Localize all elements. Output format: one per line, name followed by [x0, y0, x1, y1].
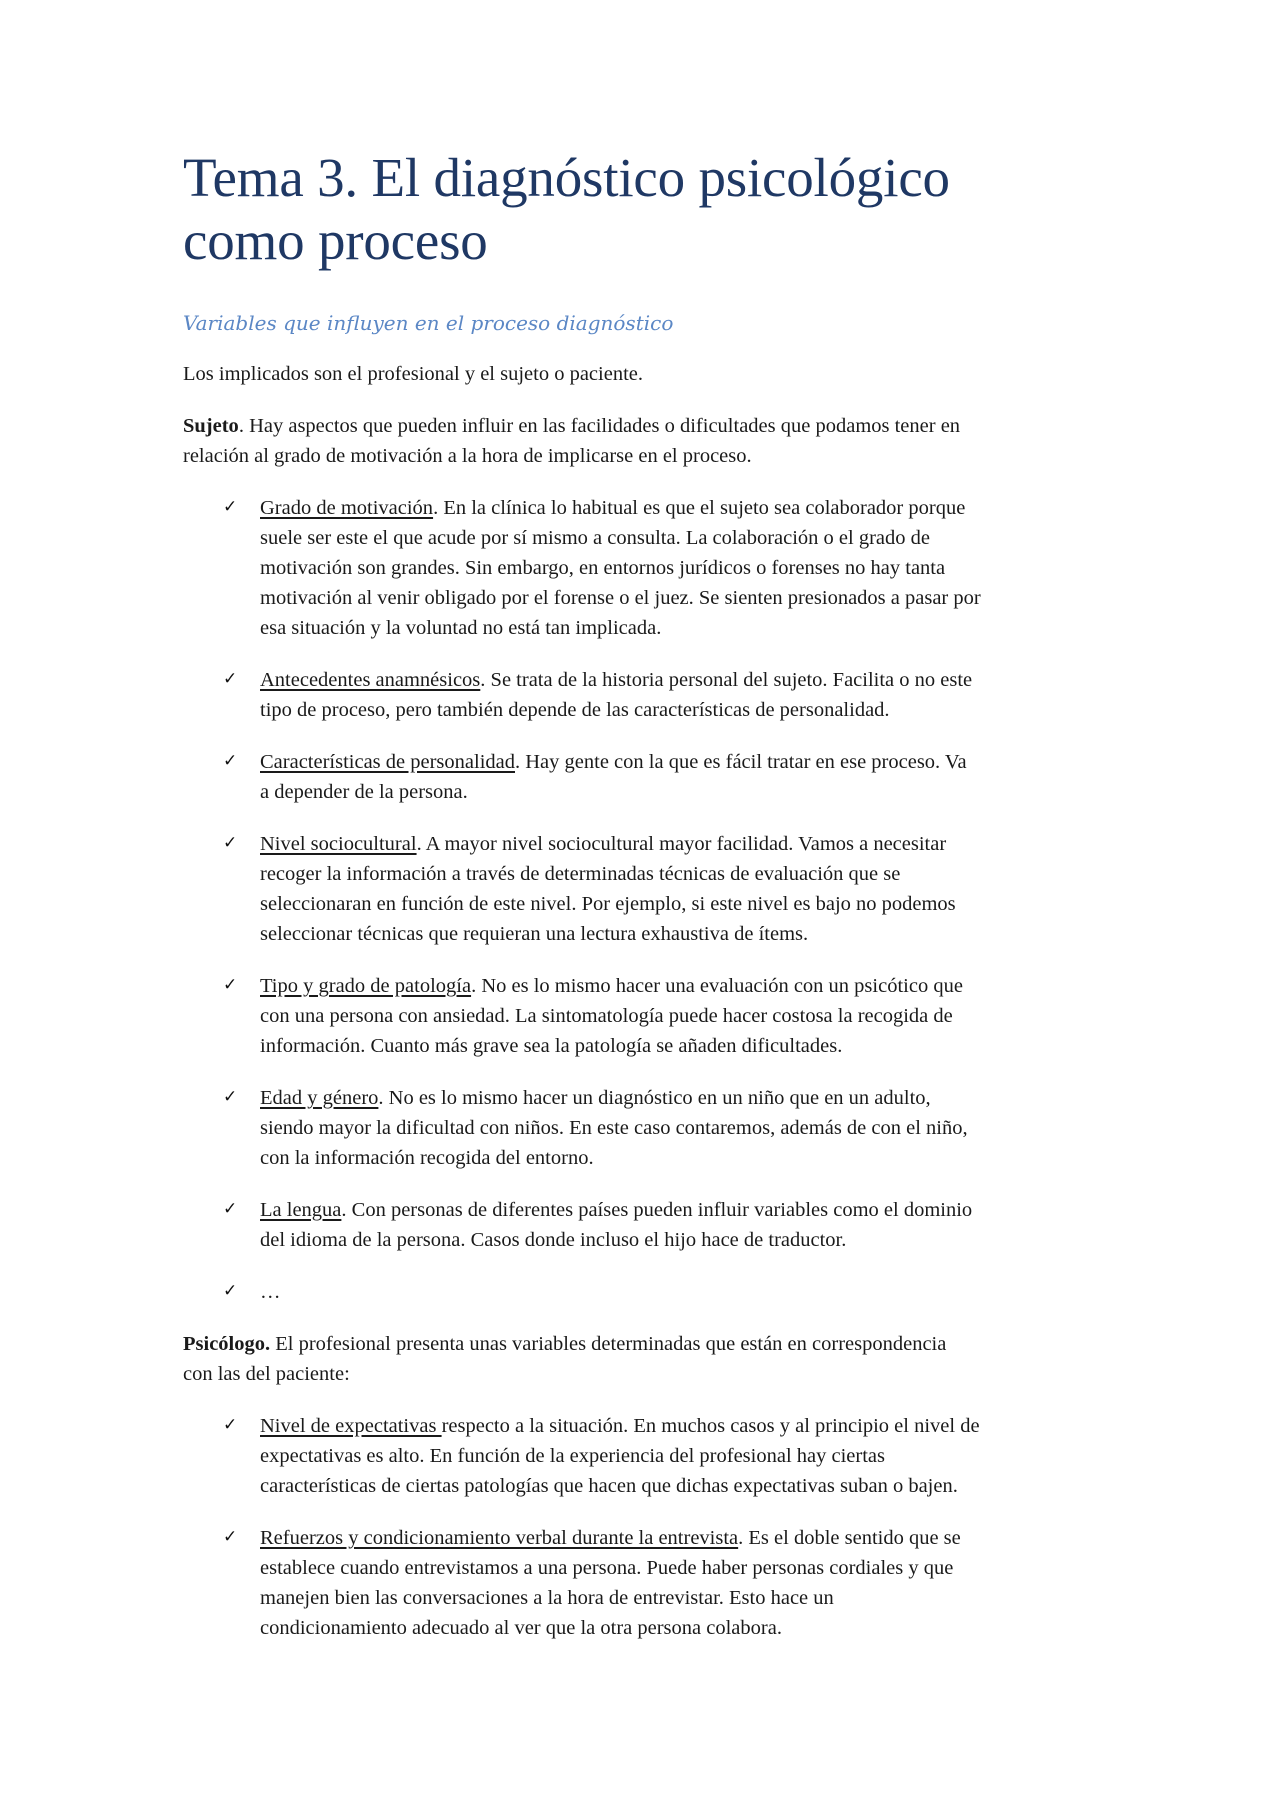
list-item: ✓ Nivel sociocultural. A mayor nivel sociocultural mayor facilidad. Vamos a necesitar recoger la información a través de determinadas técnicas de evaluación que se seleccionaran en función de este nivel. Por ejemplo, si este nivel es bajo no podemos seleccionar técnicas que requieran una lectura exhaustiva de ítems. [183, 829, 1113, 949]
psicologo-variables-list [183, 1411, 1113, 1643]
checkmark-icon: ✓ [223, 669, 238, 689]
list-item-ellipsis: ✓ … [183, 1277, 1113, 1307]
title-line: como proceso [183, 210, 488, 271]
variable-term: Refuerzos y condicionamiento verbal durante la entrevista [260, 1527, 739, 1549]
document-body [183, 359, 1113, 1665]
list-item: ✓ Grado de motivación. En la clínica lo habitual es que el sujeto sea colaborador porque suele ser este el que acude por sí mismo a consulta. La colaboración o el grado de motivación son grandes. Sin embargo, en entornos jurídicos o forenses no hay tanta motivación al venir obligado por el forense o el juez. Se sienten presionados a pasar por esa situación y la voluntad no está tan implicada. [183, 493, 1113, 643]
variable-term: Antecedentes anamnésicos [260, 669, 481, 691]
page-title [183, 146, 950, 272]
list-item: ✓ Nivel de expectativas respecto a la situación. En muchos casos y al principio el nivel de expectativas es alto. En función de la experiencia del profesional hay ciertas características de ciertas patologías que hacen que dichas expectativas suban o bajen. [183, 1411, 1113, 1501]
list-item: ✓ Tipo y grado de patología. No es lo mismo hacer una evaluación con un psicótico que con una persona con ansiedad. La sintomatología puede hacer costosa la recogida de información. Cuanto más grave sea la patología se añaden dificultades. [183, 971, 1113, 1061]
variable-term: Nivel sociocultural [260, 833, 417, 855]
variable-term: Nivel de expectativas [260, 1415, 442, 1437]
list-item: ✓ Antecedentes anamnésicos. Se trata de la historia personal del sujeto. Facilita o no este tipo de proceso, pero también depende de las características de personalidad. [183, 665, 1113, 725]
variable-term: Grado de motivación [260, 497, 434, 519]
checkmark-icon: ✓ [223, 1415, 238, 1435]
list-item: ✓ Refuerzos y condicionamiento verbal durante la entrevista. Es el doble sentido que se establece cuando entrevistamos a una persona. Puede haber personas cordiales y que manejen bien las conversaciones a la hora de entrevistar. Esto hace un condicionamiento adecuado al ver que la otra persona colabora. [183, 1523, 1113, 1643]
sujeto-paragraph: Sujeto. Hay aspectos que pueden influir en las facilidades o dificultades que podamos tener en relación al grado de motivación a la hora de implicarse en el proceso. [183, 415, 961, 467]
variable-term: Características de personalidad [260, 751, 515, 773]
variable-term: La lengua [260, 1199, 342, 1221]
psicologo-paragraph: Psicólogo. El profesional presenta unas variables determinadas que están en correspondencia con las del paciente: [183, 1333, 947, 1385]
list-item: ✓ Características de personalidad. Hay gente con la que es fácil tratar en ese proceso. Va a depender de la persona. [183, 747, 1113, 807]
list-item: ✓ La lengua. Con personas de diferentes países pueden influir variables como el dominio del idioma de la persona. Casos donde incluso el hijo hace de traductor. [183, 1195, 1113, 1255]
variable-term: Edad y género [260, 1087, 379, 1109]
title-line: Tema 3. El diagnóstico psicológico [183, 147, 950, 208]
intro-paragraph: Los implicados son el profesional y el sujeto o paciente. [183, 363, 643, 385]
checkmark-icon: ✓ [223, 1087, 238, 1107]
section-subtitle: Variables que influyen en el proceso diagnóstico [183, 311, 674, 335]
checkmark-icon: ✓ [223, 975, 238, 995]
sujeto-variables-list [183, 493, 1113, 1307]
checkmark-icon: ✓ [223, 1199, 238, 1219]
list-item: ✓ Edad y género. No es lo mismo hacer un diagnóstico en un niño que en un adulto, siendo mayor la dificultad con niños. En este caso contaremos, además de con el niño, con la información recogida del entorno. [183, 1083, 1113, 1173]
sujeto-label: Sujeto [183, 415, 239, 437]
checkmark-icon: ✓ [223, 1527, 238, 1547]
variable-term: Tipo y grado de patología [260, 975, 472, 997]
checkmark-icon: ✓ [223, 1281, 238, 1301]
checkmark-icon: ✓ [223, 833, 238, 853]
psicologo-label: Psicólogo. [183, 1333, 271, 1355]
checkmark-icon: ✓ [223, 497, 238, 517]
checkmark-icon: ✓ [223, 751, 238, 771]
